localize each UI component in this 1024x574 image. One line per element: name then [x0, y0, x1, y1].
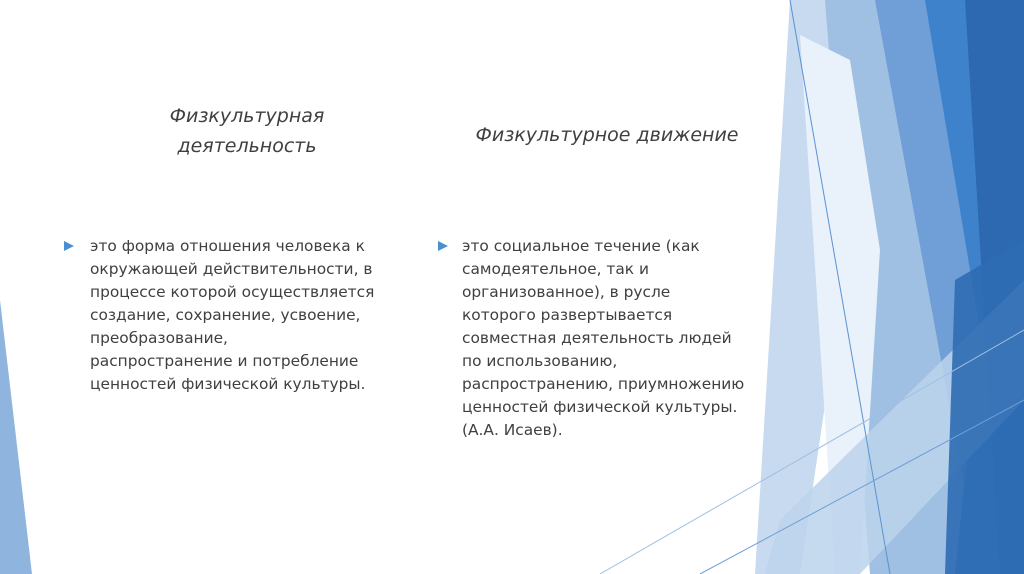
right-bullet [438, 235, 788, 442]
left-edge-shape [0, 300, 32, 574]
triangle-right-icon [438, 241, 448, 251]
right-panel-deep-lower [945, 240, 1024, 574]
left-heading: Физкультурная деятельность [169, 105, 325, 157]
triangle-right-icon [64, 241, 74, 251]
right-bullet-text: это социальное течение (как самодеятельное, так и организованное), в русле которого развертывается совместная деятельность людей по использованию, распространению, приумножению ценностей физической культуры. (А.А. Исаев). [462, 237, 745, 439]
left-bullet [64, 235, 414, 396]
left-bullet-text: это форма отношения человека к окружающей действительности, в процессе которой осуществляется создание, сохранение, усвоение, преобразование, распространение и потребление ценностей физической культуры. [90, 237, 375, 393]
right-heading: Физкультурное движение [475, 124, 739, 146]
